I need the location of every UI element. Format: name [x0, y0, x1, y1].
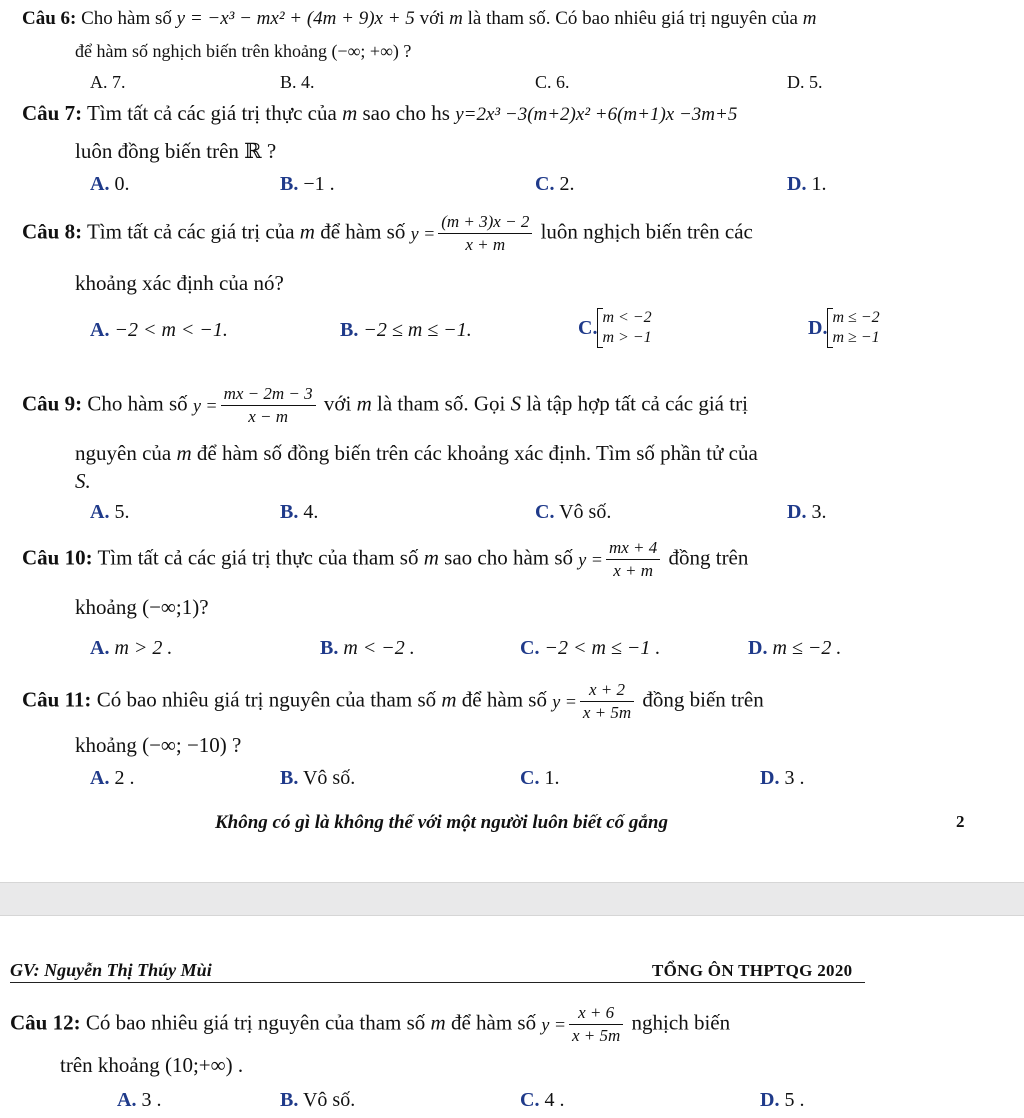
option-b[interactable]: B. −1 .: [280, 173, 335, 195]
option-b[interactable]: B. m < −2 .: [320, 637, 415, 659]
question-label: Câu 11:: [22, 687, 92, 712]
question-label: Câu 12:: [10, 1010, 81, 1035]
teacher-name: GV: Nguyễn Thị Thúy Mùi: [10, 960, 212, 980]
option-c[interactable]: C. −2 < m ≤ −1 .: [520, 637, 661, 659]
option-d[interactable]: D. 5 .: [760, 1089, 805, 1111]
option-b[interactable]: B. −2 ≤ m ≤ −1.: [340, 319, 472, 341]
header-title: TỔNG ÔN THPTQG 2020: [652, 961, 853, 980]
option-c[interactable]: C. Vô số.: [535, 501, 612, 523]
question-label: Câu 9:: [22, 391, 83, 416]
question-label: Câu 10:: [22, 545, 93, 570]
question-9-line-2: nguyên của m để hàm số đồng biến trên các khoảng xác định. Tìm số phần tử của: [75, 441, 758, 465]
question-11-line-2: khoảng (−∞; −10) ?: [75, 733, 242, 757]
question-10-line-2: khoảng (−∞;1)?: [75, 595, 209, 619]
option-d[interactable]: D. 3.: [787, 501, 827, 523]
option-a[interactable]: A. 5.: [90, 501, 130, 523]
question-9-line-3: S.: [75, 469, 91, 493]
function-formula: y=2x³ −3(m+2)x² +6(m+1)x −3m+5: [455, 104, 738, 125]
question-8-line-2: khoảng xác định của nó?: [75, 271, 284, 295]
header-rule: [10, 982, 865, 983]
question-8-line-1: Câu 8: Tìm tất cả các giá trị của m để hàm số y = $\frac{(m + 3)x - 2}{x + m}$ luôn nghịch biến trên các: [22, 212, 753, 254]
question-11-line-1: Câu 11: Có bao nhiêu giá trị nguyên của tham số m để hàm số y = $\frac{x + 2}{x + 5m}$ đồng biến trên: [22, 680, 764, 722]
function-formula: y = −x³ − mx² + (4m + 9)x + 5: [176, 8, 415, 29]
option-c[interactable]: C. m < −2 m > −1: [578, 309, 652, 346]
question-9-line-1: Câu 9: Cho hàm số y = $\frac{mx - 2m - 3}{x - m}$ với m là tham số. Gọi S là tập hợp tất cả các giá trị: [22, 384, 748, 426]
question-12-line-1: Câu 12: Có bao nhiêu giá trị nguyên của tham số m để hàm số y = $\frac{x + 6}{x + 5m}$ nghịch biến: [10, 1003, 731, 1045]
option-a[interactable]: A. 3 .: [117, 1089, 162, 1111]
option-b[interactable]: B. 4.: [280, 72, 315, 92]
case-bracket: m < −2 m > −1: [597, 308, 651, 348]
fraction: $\frac{mx + 4}{x + m}$: [606, 538, 660, 581]
option-a[interactable]: A. m > 2 .: [90, 637, 173, 659]
question-label: Câu 6:: [22, 8, 77, 29]
fraction: $\frac{x + 6}{x + 5m}$: [569, 1003, 623, 1046]
question-6-line-1: Câu 6: Cho hàm số y = −x³ − mx² + (4m + 9)x + 5 với m là tham số. Có bao nhiêu giá trị nguyên của m: [22, 8, 817, 29]
question-10-line-1: Câu 10: Tìm tất cả các giá trị thực của tham số m sao cho hàm số y = $\frac{mx + 4}{x + m}$ đồng trên: [22, 538, 749, 580]
option-d[interactable]: D. 1.: [787, 173, 827, 195]
option-a[interactable]: A. 0.: [90, 173, 130, 195]
option-d[interactable]: D. 3 .: [760, 767, 805, 789]
option-b[interactable]: B. Vô số.: [280, 767, 356, 789]
option-c[interactable]: C. 4 .: [520, 1089, 565, 1111]
option-b[interactable]: B. Vô số.: [280, 1089, 356, 1111]
question-7-line-1: Câu 7: Tìm tất cả các giá trị thực của m sao cho hs y=2x³ −3(m+2)x² +6(m+1)x −3m+5: [22, 101, 738, 125]
question-12-line-2: trên khoảng (10;+∞) .: [60, 1053, 244, 1077]
option-b[interactable]: B. 4.: [280, 501, 319, 523]
case-bracket: m ≤ −2 m ≥ −1: [827, 308, 879, 348]
page-separator: [0, 882, 1024, 916]
option-c[interactable]: C. 2.: [535, 173, 575, 195]
question-label: Câu 8:: [22, 219, 83, 244]
question-label: Câu 7:: [22, 101, 83, 125]
page-number: 2: [956, 812, 965, 831]
fraction: $\frac{mx - 2m - 3}{x - m}$: [221, 384, 316, 427]
option-c[interactable]: C. 6.: [535, 72, 570, 92]
question-6-line-2: để hàm số nghịch biến trên khoảng (−∞; +∞) ?: [75, 41, 412, 61]
footer-quote: Không có gì là không thể với một người luôn biết cố gắng: [215, 812, 669, 833]
option-a[interactable]: A. −2 < m < −1.: [90, 319, 228, 341]
option-d[interactable]: D. 5.: [787, 72, 823, 92]
option-a[interactable]: A. 7.: [90, 72, 126, 92]
fraction: $\frac{(m + 3)x - 2}{x + m}$: [438, 212, 532, 255]
fraction: $\frac{x + 2}{x + 5m}$: [580, 680, 634, 723]
option-d[interactable]: D. m ≤ −2 m ≥ −1: [808, 309, 880, 346]
question-7-line-2: luôn đồng biến trên ℝ ?: [75, 139, 277, 163]
option-d[interactable]: D. m ≤ −2 .: [748, 637, 842, 659]
option-a[interactable]: A. 2 .: [90, 767, 135, 789]
option-c[interactable]: C. 1.: [520, 767, 560, 789]
